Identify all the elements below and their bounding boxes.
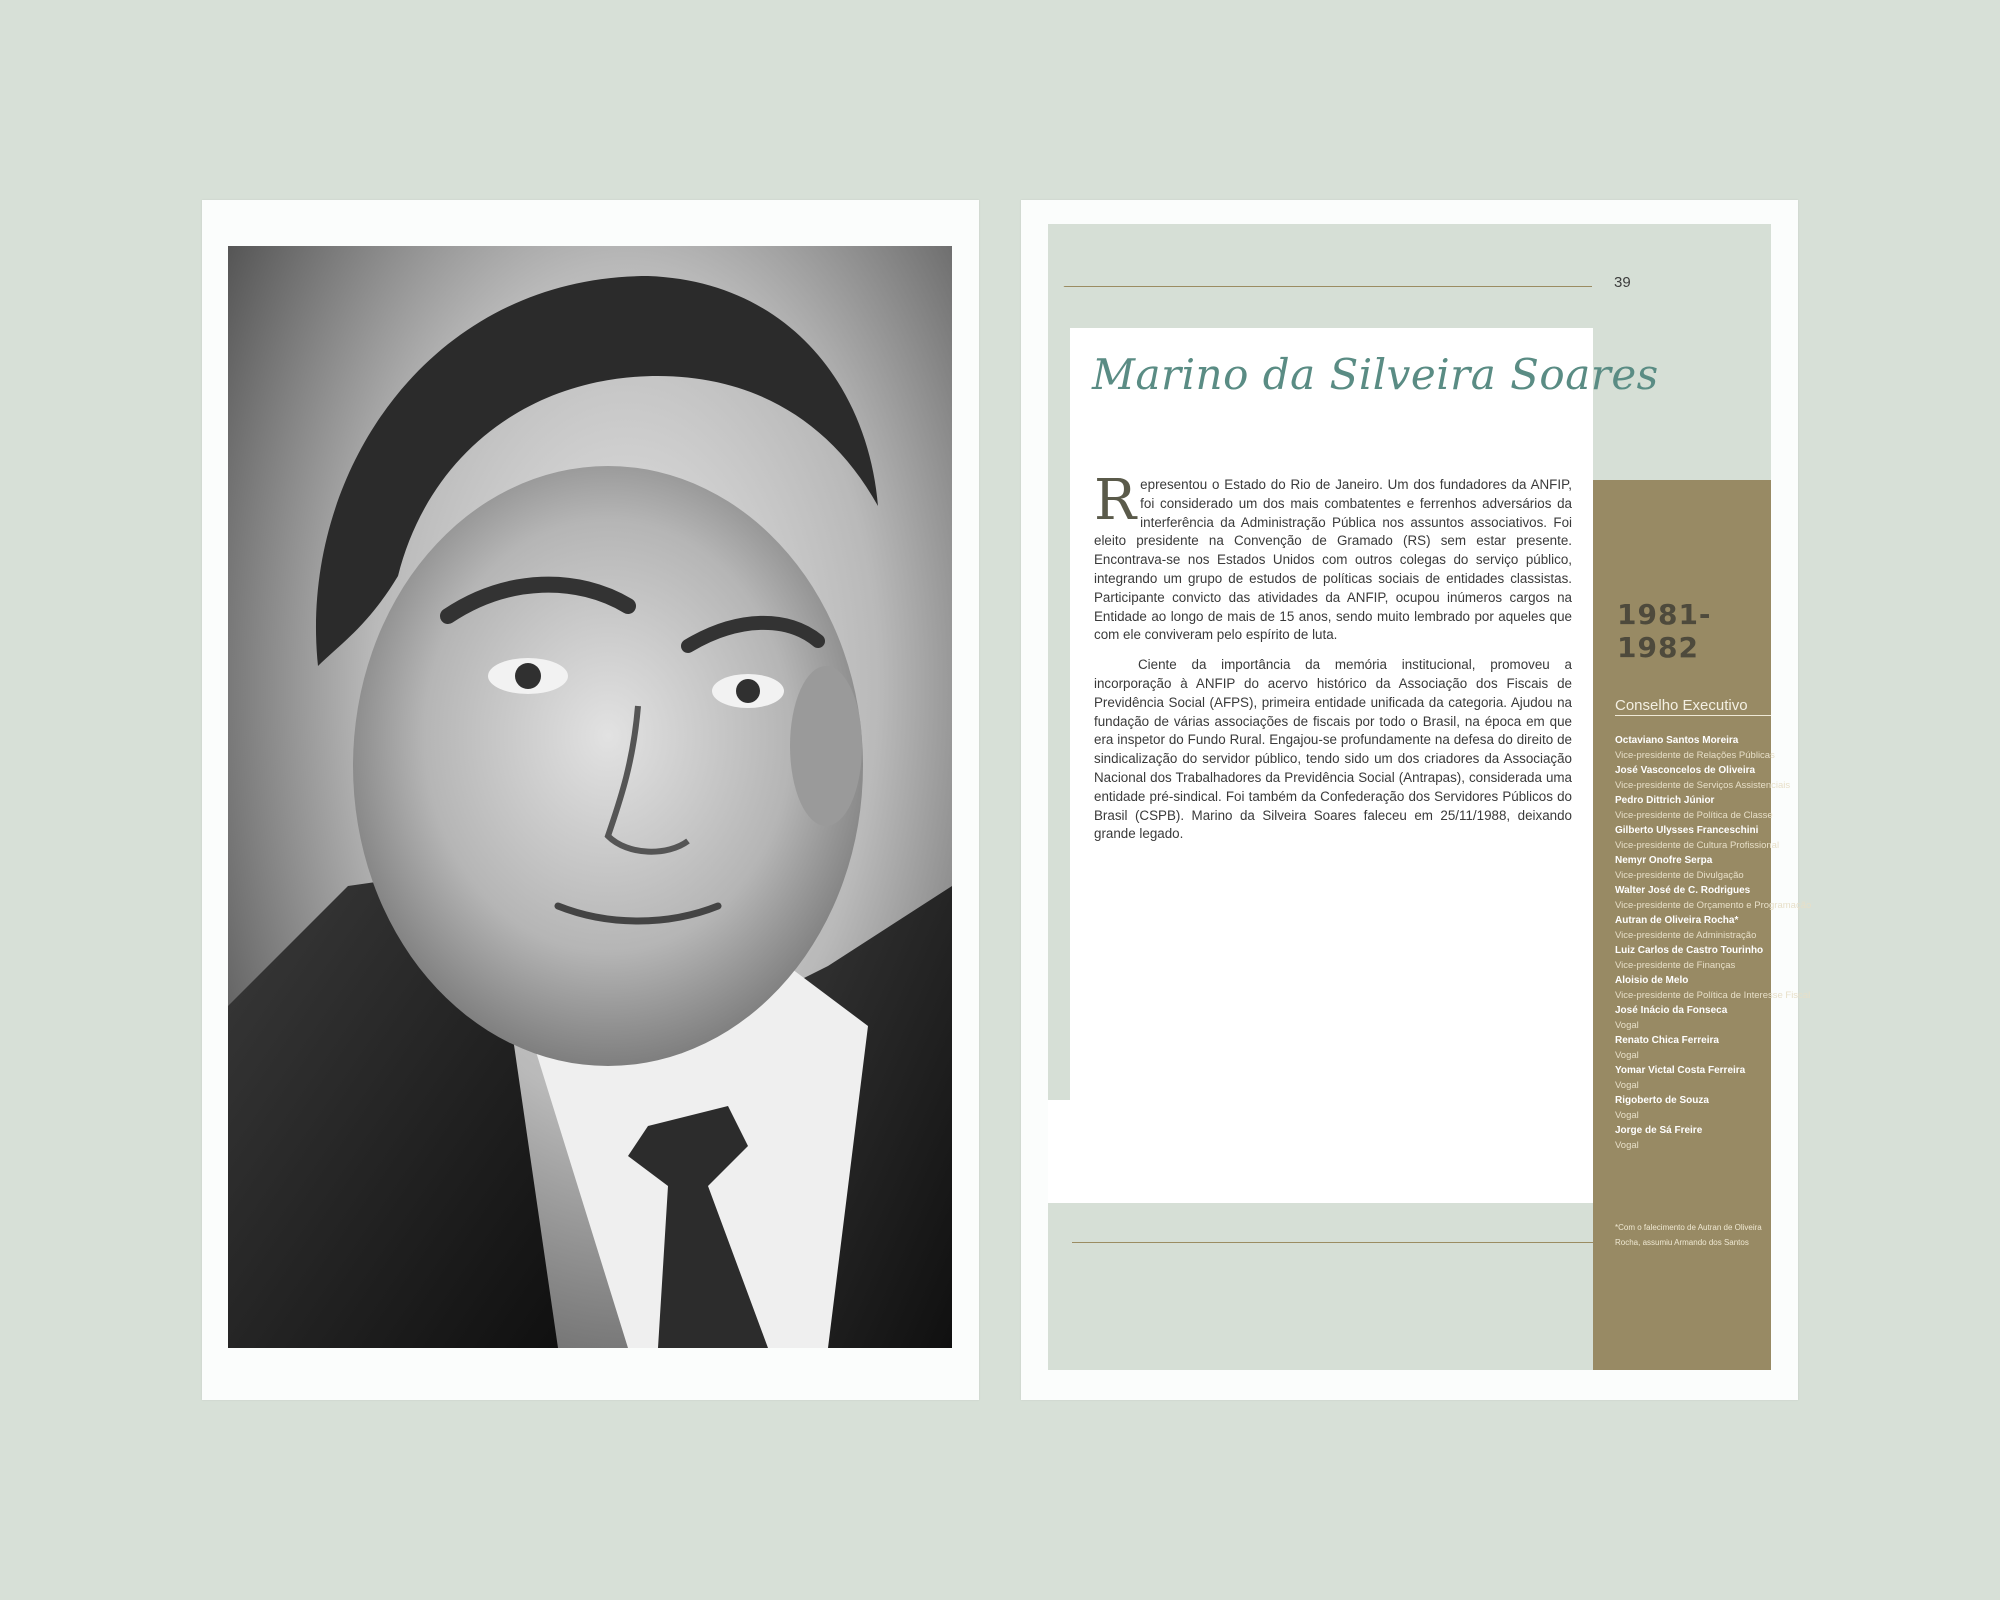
member-name: Pedro Dittrich Júnior [1615, 795, 1715, 806]
member-role: Vice-presidente de Política de Interesse Fiscal [1615, 990, 1811, 1001]
portrait-drawing [228, 246, 952, 1348]
page-number: 39 [1614, 274, 1631, 291]
member-role: Vogal [1615, 1140, 1639, 1151]
member-role: Vice-presidente de Orçamento e Programação [1615, 900, 1812, 911]
council-heading: Conselho Executivo [1615, 697, 1771, 716]
member-role: Vogal [1615, 1020, 1639, 1031]
biography-text [1094, 468, 1572, 855]
member-name: Jorge de Sá Freire [1615, 1125, 1703, 1136]
member-name: Nemyr Onofre Serpa [1615, 855, 1713, 866]
drop-cap: R [1094, 468, 1137, 533]
portrait-illustration [228, 246, 952, 1348]
member-name: Gilberto Ulysses Franceschini [1615, 825, 1759, 836]
footer-rule [1072, 1242, 1593, 1243]
member-role: Vice-presidente de Serviços Assistenciais [1615, 780, 1791, 791]
right-page [1021, 200, 1812, 1400]
member-name: Luiz Carlos de Castro Tourinho [1615, 945, 1764, 956]
card-notch-decoration [1048, 272, 1070, 1100]
member-role: Vice-presidente de Finanças [1615, 960, 1736, 971]
member-role: Vogal [1615, 1110, 1639, 1121]
member-role: Vice-presidente de Política de Classe [1615, 810, 1773, 821]
council-members-list [1615, 733, 1812, 1153]
sidebar-footnote: *Com o falecimento de Autran de Oliveira Rocha, assumiu Armando dos Santos [1615, 1223, 1762, 1247]
member-name: Octaviano Santos Moreira [1615, 735, 1739, 746]
member-role: Vogal [1615, 1080, 1639, 1091]
content-panel [1048, 224, 1812, 1370]
left-page [202, 200, 979, 1400]
member-role: Vogal [1615, 1050, 1639, 1061]
member-name: José Inácio da Fonseca [1615, 1005, 1728, 1016]
person-name-heading: Marino da Silveira Soares [1092, 350, 1659, 399]
biography-paragraph-1 [1094, 468, 1572, 645]
member-role: Vice-presidente de Relações Públicas [1615, 750, 1775, 761]
member-role: Vice-presidente de Cultura Profissional [1615, 840, 1780, 851]
member-name: José Vasconcelos de Oliveira [1615, 765, 1756, 776]
member-name: Walter José de C. Rodrigues [1615, 885, 1751, 896]
term-years: 1981-1982 [1617, 598, 1712, 664]
member-name: Renato Chica Ferreira [1615, 1035, 1719, 1046]
header-rule [1058, 286, 1592, 287]
member-role: Vice-presidente de Administração [1615, 930, 1757, 941]
member-name: Aloisio de Melo [1615, 975, 1689, 986]
council-sidebar [1593, 480, 1812, 1370]
member-name: Yomar Victal Costa Ferreira [1615, 1065, 1746, 1076]
member-role: Vice-presidente de Divulgação [1615, 870, 1744, 881]
member-name: Rigoberto de Souza [1615, 1095, 1709, 1106]
paragraph-1-text: epresentou o Estado do Rio de Janeiro. Um dos fundadores da ANFIP, foi considerado um dos mais combatentes e ferrenhos adversários da interferência da Administração Pública nos assuntos associativos. Foi eleito presidente na Convenção de Gramado (RS) sem estar presente. Encontrava-se nos Estados Unidos com outros colegas do serviço público, integrando um grupo de estudos de políticas sociais de entidades classistas. Participante convicto das atividades da ANFIP, ocupou inúmeros cargos na Entidade ao longo de mais de 15 anos, sendo muito lembrado por aqueles que com ele conviveram pelo espírito de luta. [1094, 477, 1572, 643]
member-name: Autran de Oliveira Rocha* [1615, 915, 1739, 926]
biography-paragraph-2: Ciente da importância da memória institucional, promoveu a incorporação à ANFIP do acervo histórico da Associação dos Fiscais de Previdência Social (AFPS), primeira entidade unificada da categoria. Ajudou na fundação de várias associações de fiscais por todo o Brasil, na época em que era inspetor do Fundo Rural. Engajou-se profundamente na defesa do direito de sindicalização do servidor público, tendo sido um dos criadores da Associação Nacional dos Trabalhadores da Previdência Social (Antrapas), considerada uma entidade pré-sindical. Foi também da Confederação dos Servidores Públicos do Brasil (CSPB). Marino da Silveira Soares faleceu em 25/11/1988, deixando grande legado. [1094, 657, 1572, 842]
